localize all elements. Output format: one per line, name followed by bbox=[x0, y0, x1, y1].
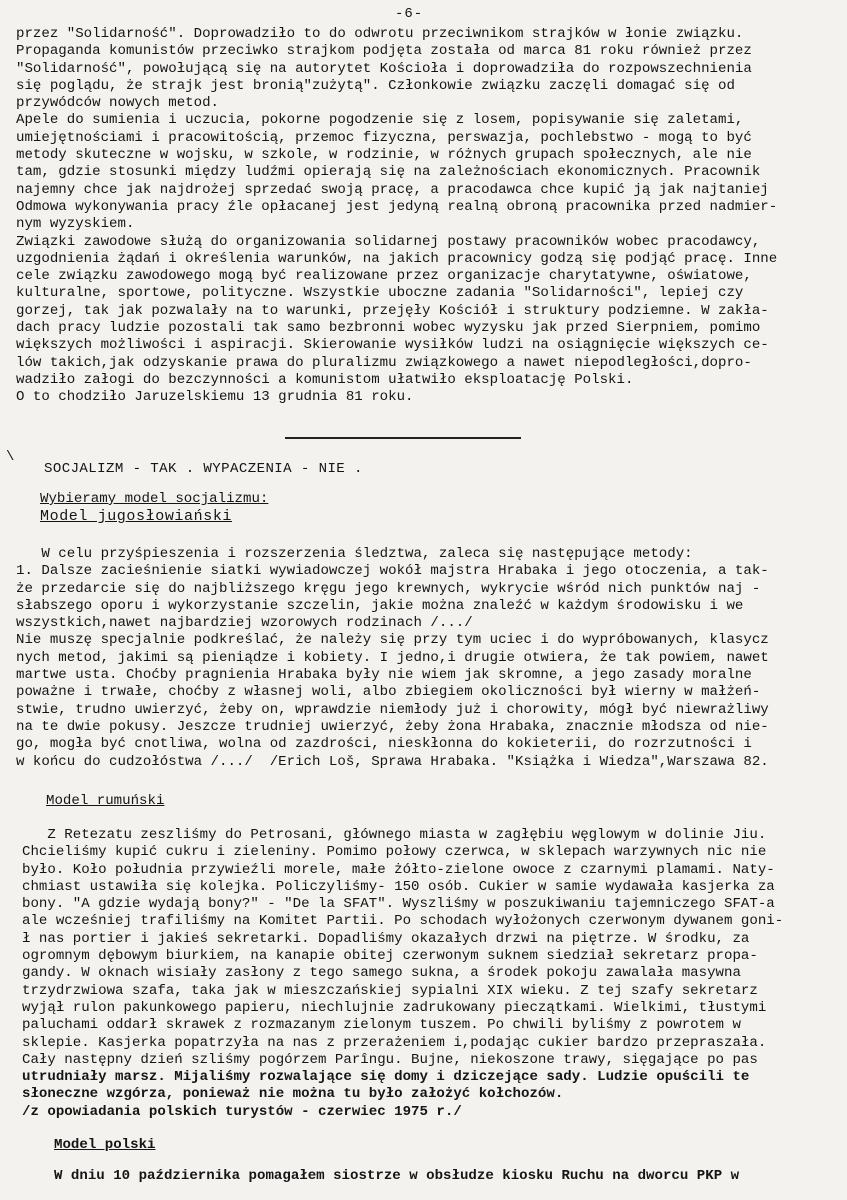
polish-model-first-line: W dniu 10 października pomagałem siostrze w obsłudze kiosku Ruchu na dworcu PKP w bbox=[54, 1168, 740, 1184]
text-line: Cały następny dzień szliśmy pogórzem Parîngu. Bujne, niekoszone trawy, sięgające po pas bbox=[22, 1051, 758, 1068]
text-line: /z opowiadania polskich turystów - czerwiec 1975 r./ bbox=[22, 1103, 462, 1120]
text-line: na te dwie pokusy. Jeszcze trudniej uwierzyć, żeby żona Hrabaka, znacznie młodsza od nie- bbox=[16, 718, 769, 735]
subheading-romanian-model: Model rumuński bbox=[46, 793, 165, 809]
text-line: ale wcześniej trafiliśmy na Komitet Partii. Po schodach wyłożonych czerwonym dywanem goni- bbox=[22, 913, 784, 930]
text-line: poważne i trwałe, choćby z własnej woli, albo zbiegiem okoliczności był wierny w małżeń- bbox=[16, 684, 761, 701]
text-line: umiejętnościami i pracowitością, przemoc fizyczna, perswazja, pochlebstwo - mogą to być bbox=[16, 129, 752, 146]
text-line: Apele do sumienia i uczucia, pokorne pogodzenie się z losem, popisywanie się zaletami, bbox=[16, 112, 744, 129]
text-line: lów takich,jak odzyskanie prawa do pluralizmu związkowego a nawet niepodległości,dopro- bbox=[16, 354, 752, 371]
text-line: 1. Dalsze zacieśnienie siatki wywiadowczej wokół majstra Hrabaka i jego otoczenia, a tak- bbox=[16, 563, 769, 580]
text-line: tam, gdzie stosunki między ludźmi opierają się na zależnościach ekonomicznych. Pracownik bbox=[16, 164, 761, 181]
text-line: najemny chce jak najdrożej sprzedać swoją pracę, a pracodawca chce kupić ją jak najtaniej bbox=[16, 181, 769, 198]
text-line: w końcu do cudzołóstwa /.../ /Erich Loš, Sprawa Hrabaka. "Książka i Wiedza",Warszawa 82. bbox=[16, 753, 769, 770]
text-line: nym wyzyskiem. bbox=[16, 216, 135, 233]
page-number: -6- bbox=[395, 6, 424, 22]
text-line: przez "Solidarność". Doprowadziło to do odwrotu przeciwnikom strajków w łonie związku. bbox=[16, 26, 744, 42]
section-divider bbox=[285, 437, 521, 439]
text-line: przywódców nowych metod. bbox=[16, 95, 219, 112]
text-line: dach pracy ludzie pozostali tak samo bezbronni wobec wyzysku jak przed Sierpniem, pomimo bbox=[16, 320, 761, 337]
text-line: było. Koło południa przywieźli morele, małe żółto-zielone owoce z czarnymi plamami. Naty- bbox=[22, 861, 775, 878]
text-line: nych metod, jakimi są pieniądze i kobiety. I jedno,i drugie otwiera, że tak powiem, nawet bbox=[16, 649, 769, 666]
margin-mark: \ bbox=[6, 449, 15, 465]
text-line: uzgodnienia żądań i określenia warunków, na jakich pracownicy godzą się podjąć pracę. Inne bbox=[16, 250, 778, 267]
text-line: chmiast ustawiła się kolejka. Policzyliśmy- 150 osób. Cukier w samie wydawała kasjerka za bbox=[22, 878, 775, 895]
text-line: Odmowa wykonywania pracy źle opłacanej jest jedyną realną obroną pracownika przed nadmier- bbox=[16, 198, 778, 215]
text-line: utrudniały marsz. Mijaliśmy rozwalające się domy i dziczejące sady. Ludzie opuścili te bbox=[22, 1069, 750, 1086]
text-line: sklepie. Kasjerka popatrzyła na nas z przerażeniem i,podając cukier bardzo przepraszała. bbox=[22, 1034, 767, 1051]
text-line: większych możliwości i aspiracji. Skierowanie wysiłków ludzi na osiągnięcie większych ce- bbox=[16, 337, 769, 354]
text-line: metody skuteczne w wojsku, w szkole, w rodzinie, w różnych grupach społecznych, ale nie bbox=[16, 147, 752, 164]
text-line: Nie muszę specjalnie podkreślać, że należy się przy tym uciec i do wypróbowanych, klasycz bbox=[16, 632, 769, 649]
text-line: że przedarcie się do najbliższego kręgu jego krewnych, wykrycie wśród nich punktów naj - bbox=[16, 580, 761, 597]
text-line: Z Retezatu zeszliśmy do Petrosani, głównego miasta w zagłębiu węglowym w dolinie Jiu. bbox=[22, 827, 767, 843]
subheading-choose-model: Wybieramy model socjalizmu: bbox=[40, 491, 269, 507]
text-line: paluchami oddarł skrawek z rozmazanym zielonym tuszem. Po chwili byliśmy z powrotem w bbox=[22, 1017, 741, 1034]
text-line: słabszego oporu i wykorzystanie szczelin, jakie można znaleźć w każdym środowisku i we bbox=[16, 597, 744, 614]
romanian-model-text bbox=[22, 827, 834, 1121]
subheading-yugoslav-model: Model jugosłowiański bbox=[40, 508, 233, 525]
text-line: wyjął rulon pakunkowego papieru, niechlujnie zadrukowany pieczątkami. Wielkimi, tłustymi bbox=[22, 999, 767, 1016]
yugoslav-model-text bbox=[16, 546, 828, 771]
text-line: martwe usta. Choćby pragnienia Hrabaka były nie wiem jak skromne, a jego zasady moralne bbox=[16, 667, 752, 684]
text-line: wadziło załogi do bezczynności a komunistom ułatwiło eksploatację Polski. bbox=[16, 371, 634, 388]
text-line: Chcieliśmy kupić cukru i zieleniny. Pomimo połowy czerwca, w sklepach warzywnych nic nie bbox=[22, 844, 767, 861]
text-line: ogromnym dębowym biurkiem, na kanapie obitej czerwonym suknem siedział sekretarz propa- bbox=[22, 948, 758, 965]
intro-paragraph bbox=[16, 26, 828, 407]
text-line: wszystkich,nawet najbardziej wzorowych rodzinach /.../ bbox=[16, 615, 473, 632]
text-line: gandy. W oknach wisiały zasłony z tego samego sukna, a środek pokoju zawalała masywna bbox=[22, 965, 741, 982]
text-line: W celu przyśpieszenia i rozszerzenia śledztwa, zaleca się następujące metody: bbox=[16, 546, 693, 562]
text-line: go, mogła być cnotliwa, wolna od zazdrości, nieskłonna do kokieterii, do rozrzutności i bbox=[16, 736, 752, 753]
text-line: ł nas portier i jakieś sekretarki. Dopadliśmy okazałych drzwi na piętrze. W środku, za bbox=[22, 930, 750, 947]
text-line: trzydrzwiowa szafa, taka jak w mieszczańskiej sypialni XIX wieku. Z tej szafy sekretarz bbox=[22, 982, 758, 999]
text-line: Związki zawodowe służą do organizowania solidarnej postawy pracowników wobec pracodawcy, bbox=[16, 233, 761, 250]
text-line: się poglądu, że strajk jest bronią"zużytą". Członkowie związku zaczęli domagać się od bbox=[16, 77, 735, 94]
text-line: Propaganda komunistów przeciwko strajkom podjęta została od marca 81 roku również przez bbox=[16, 43, 752, 60]
text-line: słoneczne wzgórza, ponieważ nie można tu było założyć kołchozów. bbox=[22, 1086, 564, 1103]
text-line: bony. "A gdzie wydają bony?" - "De la SFAT". Wyszliśmy w poszukiwaniu tajemniczego SFAT-a bbox=[22, 896, 775, 913]
text-line: O to chodziło Jaruzelskiemu 13 grudnia 81 roku. bbox=[16, 389, 414, 406]
text-line: gorzej, tak jak pozwalały na to warunki, przejęły Kościół i struktury podziemne. W zakła- bbox=[16, 302, 769, 319]
text-line: "Solidarność", powołującą się na autorytet Kościoła i doprowadziła do rozpowszechnienia bbox=[16, 60, 752, 77]
section-heading: SOCJALIZM - TAK . WYPACZENIA - NIE . bbox=[44, 461, 363, 477]
subheading-polish-model: Model polski bbox=[54, 1137, 156, 1153]
text-line: cele związku zawodowego mogą być realizowane przez organizacje charytatywne, oświatowe, bbox=[16, 268, 752, 285]
text-line: stwie, trudno uwierzyć, żeby on, wprawdzie niemłody już i chorowity, mógł być niewrażliwy bbox=[16, 701, 769, 718]
text-line: kulturalne, sportowe, polityczne. Wszystkie uboczne zadania "Solidarności", lepiej czy bbox=[16, 285, 744, 302]
